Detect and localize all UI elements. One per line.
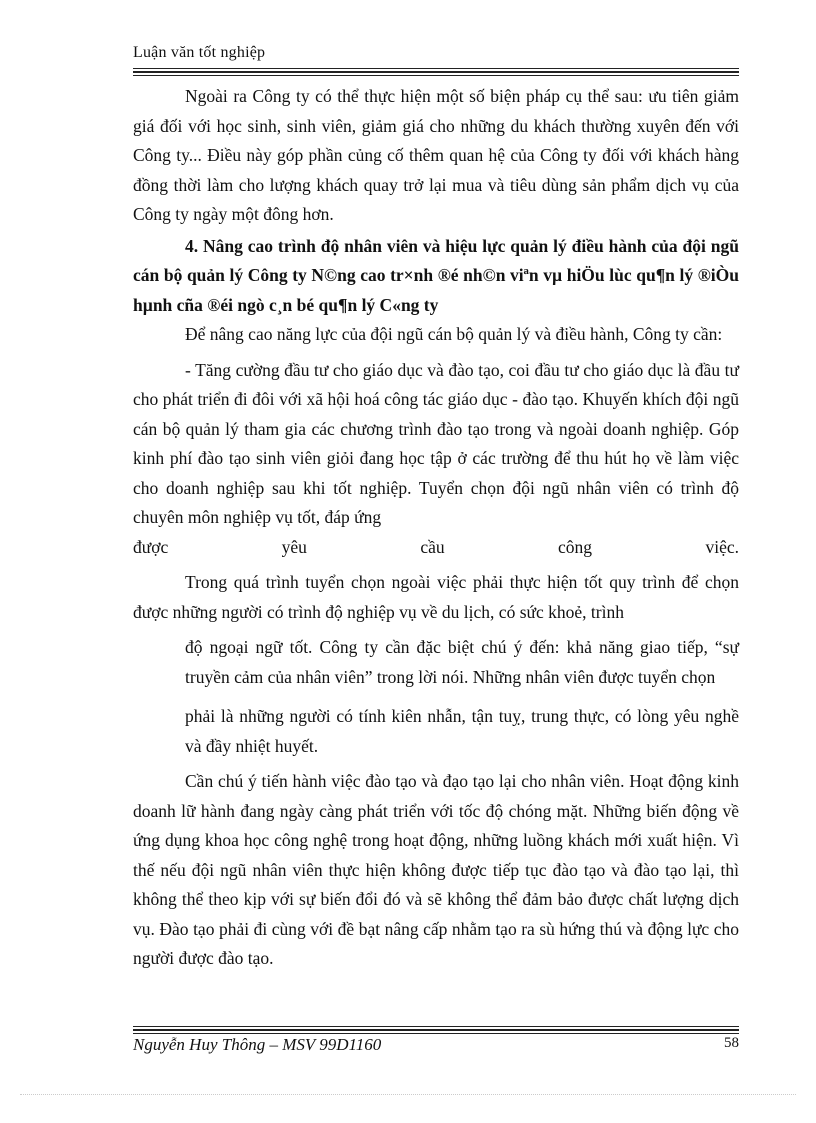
page-number: 58 <box>724 1035 739 1051</box>
paragraph: Ngoài ra Công ty có thể thực hiện một số biện pháp cụ thể sau: ưu tiên giảm giá đối với học sinh, sinh viên, giảm giá cho những du khách thường xuyên đến với Công ty... Điều này góp phần củng cố thêm quan hệ của Công ty đối với khách hàng đồng thời làm cho lượng khách quay trở lại mua và tiêu dùng sản phẩm dịch vụ của Công ty ngày một đông hơn. <box>133 86 739 224</box>
paragraph: độ ngoại ngữ tốt. Công ty cần đặc biệt chú ý đến: khả năng giao tiếp, “sự truyền cảm của nhân viên” trong lời nói. Những nhân viên được tuyển chọn <box>185 637 739 687</box>
header-rule <box>133 71 739 73</box>
section-heading: 4. Nâng cao trình độ nhân viên và hiệu lực quản lý điều hành của đội ngũ cán bộ quản lý Công ty N©ng cao tr×nh ®é nh©n viªn vµ hiÖu lùc qu¶n lý ®iÒu hµnh cña ®éi ngò c¸n bé qu¶n lý C«ng ty <box>133 235 739 315</box>
footer-author: Nguyễn Huy Thông – MSV 99D1160 <box>133 1035 382 1054</box>
paragraph: Cần chú ý tiến hành việc đào tạo và đạo tạo lại cho nhân viên. Hoạt động kinh doanh lữ hành đang ngày càng phát triển với tốc độ chóng mặt. Những biến động về ứng dụng khoa học công nghệ trong hoạt động, những luồng khách mới xuất hiện. Vì thế nếu đội ngũ nhân viên thực hiện không được tiếp tục đào tạo và đào tạo lại, thì không thể theo kịp với sự biến đổi đó và sẽ không thể đảm bảo được chất lượng dịch vụ. Đào tạo phải đi cùng với đề bạt nâng cấp nhằm tạo ra sù hứng thú và động lực cho người được đào tạo. <box>133 771 739 968</box>
page-edge-divider <box>20 1094 796 1095</box>
paragraph: phải là những người có tính kiên nhẫn, tận tuỵ, trung thực, có lòng yêu nghề và đầy nhiệt huyết. <box>185 706 739 756</box>
header-rule <box>133 68 739 69</box>
footer-rule <box>133 1033 739 1034</box>
footer-rule <box>133 1029 739 1031</box>
paragraph: Trong quá trình tuyển chọn ngoài việc phải thực hiện tốt quy trình để chọn được những người có trình độ nghiệp vụ về du lịch, có sức khoẻ, trình <box>133 572 739 622</box>
body-text <box>133 82 739 974</box>
paragraph: - Tăng cường đầu tư cho giáo dục và đào tạo, coi đầu tư cho giáo dục là đầu tư cho phát triển đi đôi với xã hội hoá công tác giáo dục - đào tạo. Khuyến khích đội ngũ cán bộ quản lý tham gia các chương trình đào tạo trong và ngoài doanh nghiệp. Góp kinh phí đào tạo sinh viên giỏi đang học tập ở các trường để thu hút họ về làm việc cho doanh nghiệp sau khi tốt nghiệp. Tuyển chọn đội ngũ nhân viên có trình độ chuyên môn nghiệp vụ tốt, đáp ứng <box>133 359 739 527</box>
footer-rule <box>133 1026 739 1027</box>
header-rule <box>133 75 739 76</box>
paragraph-spread-line: được yêu cầu công việc. <box>133 536 739 557</box>
running-header: Luận văn tốt nghiệp <box>133 44 266 61</box>
paragraph: Để nâng cao năng lực của đội ngũ cán bộ quản lý và điều hành, Công ty cần: <box>185 324 723 344</box>
